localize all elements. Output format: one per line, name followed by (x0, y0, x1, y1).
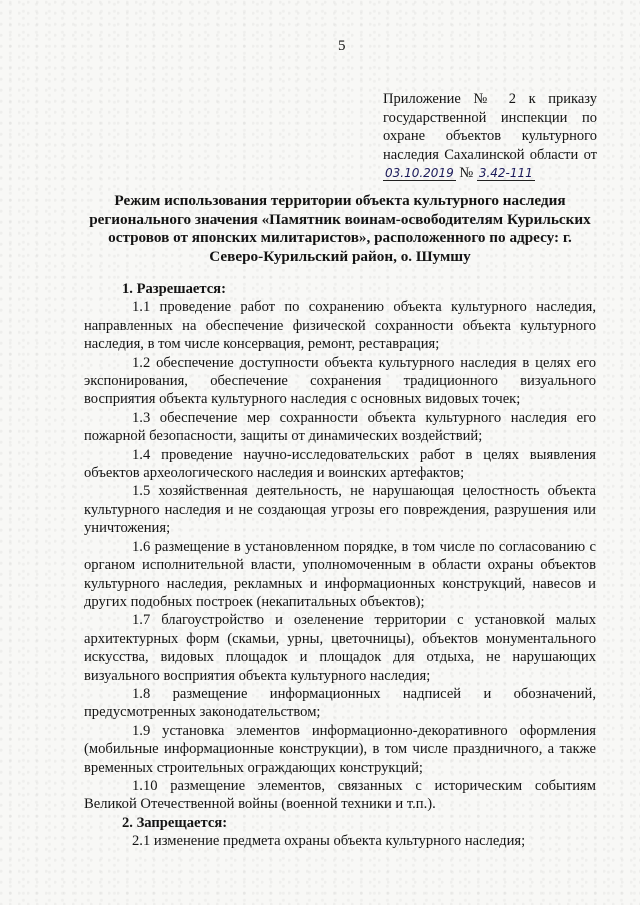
allowed-item: 1.6 размещение в установленном порядке, в том числе по согласованию с органом исполнительной власти, уполномоченным в области охраны объектов культурного наследия, рекламных и информационных конструкций, навесов и других подобных построек (некапитальных объектов); (84, 538, 596, 610)
appendix-reference (383, 90, 597, 183)
order-number: 3.42-111 (478, 166, 533, 180)
section-heading-forbidden: 2. Запрещается: (122, 814, 228, 831)
allowed-item: 1.2 обеспечение доступности объекта культурного наследия в целях его экспонирования, обеспечение сохранения традиционного визуального восприятия объекта культурного наследия с основных видовых точек; (84, 354, 596, 408)
appendix-text: Приложение № 2 к приказу государственной инспекции по охране объектов культурного наследия Сахалинской области от (383, 91, 597, 163)
allowed-item: 1.4 проведение научно-исследовательских работ в целях выявления объектов археологического наследия и воинских артефактов; (84, 446, 596, 482)
document-body (84, 280, 596, 851)
allowed-item: 1.9 установка элементов информационно-декоративного оформления (мобильные информационные конструкции), в том числе праздничного, а также временных строительных ограждающих конструкций; (84, 722, 596, 776)
allowed-item: 1.10 размещение элементов, связанных с историческим событиям Великой Отечественной войны (военной техники и т.п.). (84, 777, 596, 813)
allowed-item: 1.1 проведение работ по сохранению объекта культурного наследия, направленных на обеспечение физической сохранности объекта культурного наследия, в том числе консервация, ремонт, реставрация; (84, 299, 596, 353)
allowed-item: 1.5 хозяйственная деятельность, не нарушающая целостность объекта культурного наследия и не создающая угрозы его повреждения, разрушения или уничтожения; (84, 483, 596, 537)
allowed-item: 1.3 обеспечение мер сохранности объекта культурного наследия его пожарной безопасности, защиты от динамических воздействий; (84, 409, 596, 445)
section-heading-allowed: 1. Разрешается: (122, 281, 226, 297)
allowed-item: 1.8 размещение информационных надписей и обозначений, предусмотренных законодательством; (84, 685, 596, 721)
number-sign: № (459, 165, 474, 181)
document-title: Режим использования территории объекта культурного наследия регионального значения «Памятник воинам-освободителям Курильских островов от японских милитаристов», расположенного по адресу: г. Северо-Курильский район, о. Шумшу (89, 192, 591, 265)
forbidden-item: 2.1 изменение предмета охраны объекта культурного наследия; (132, 833, 526, 850)
page-number: 5 (338, 38, 346, 54)
allowed-item: 1.7 благоустройство и озеленение территории с установкой малых архитектурных форм (скамьи, урны, цветочницы), объектов монументального искусства, видовых площадок и площадок для отдыха, не нарушающих визуального восприятия объекта культурного наследия; (84, 612, 596, 684)
order-date: 03.10.2019 (385, 166, 454, 180)
